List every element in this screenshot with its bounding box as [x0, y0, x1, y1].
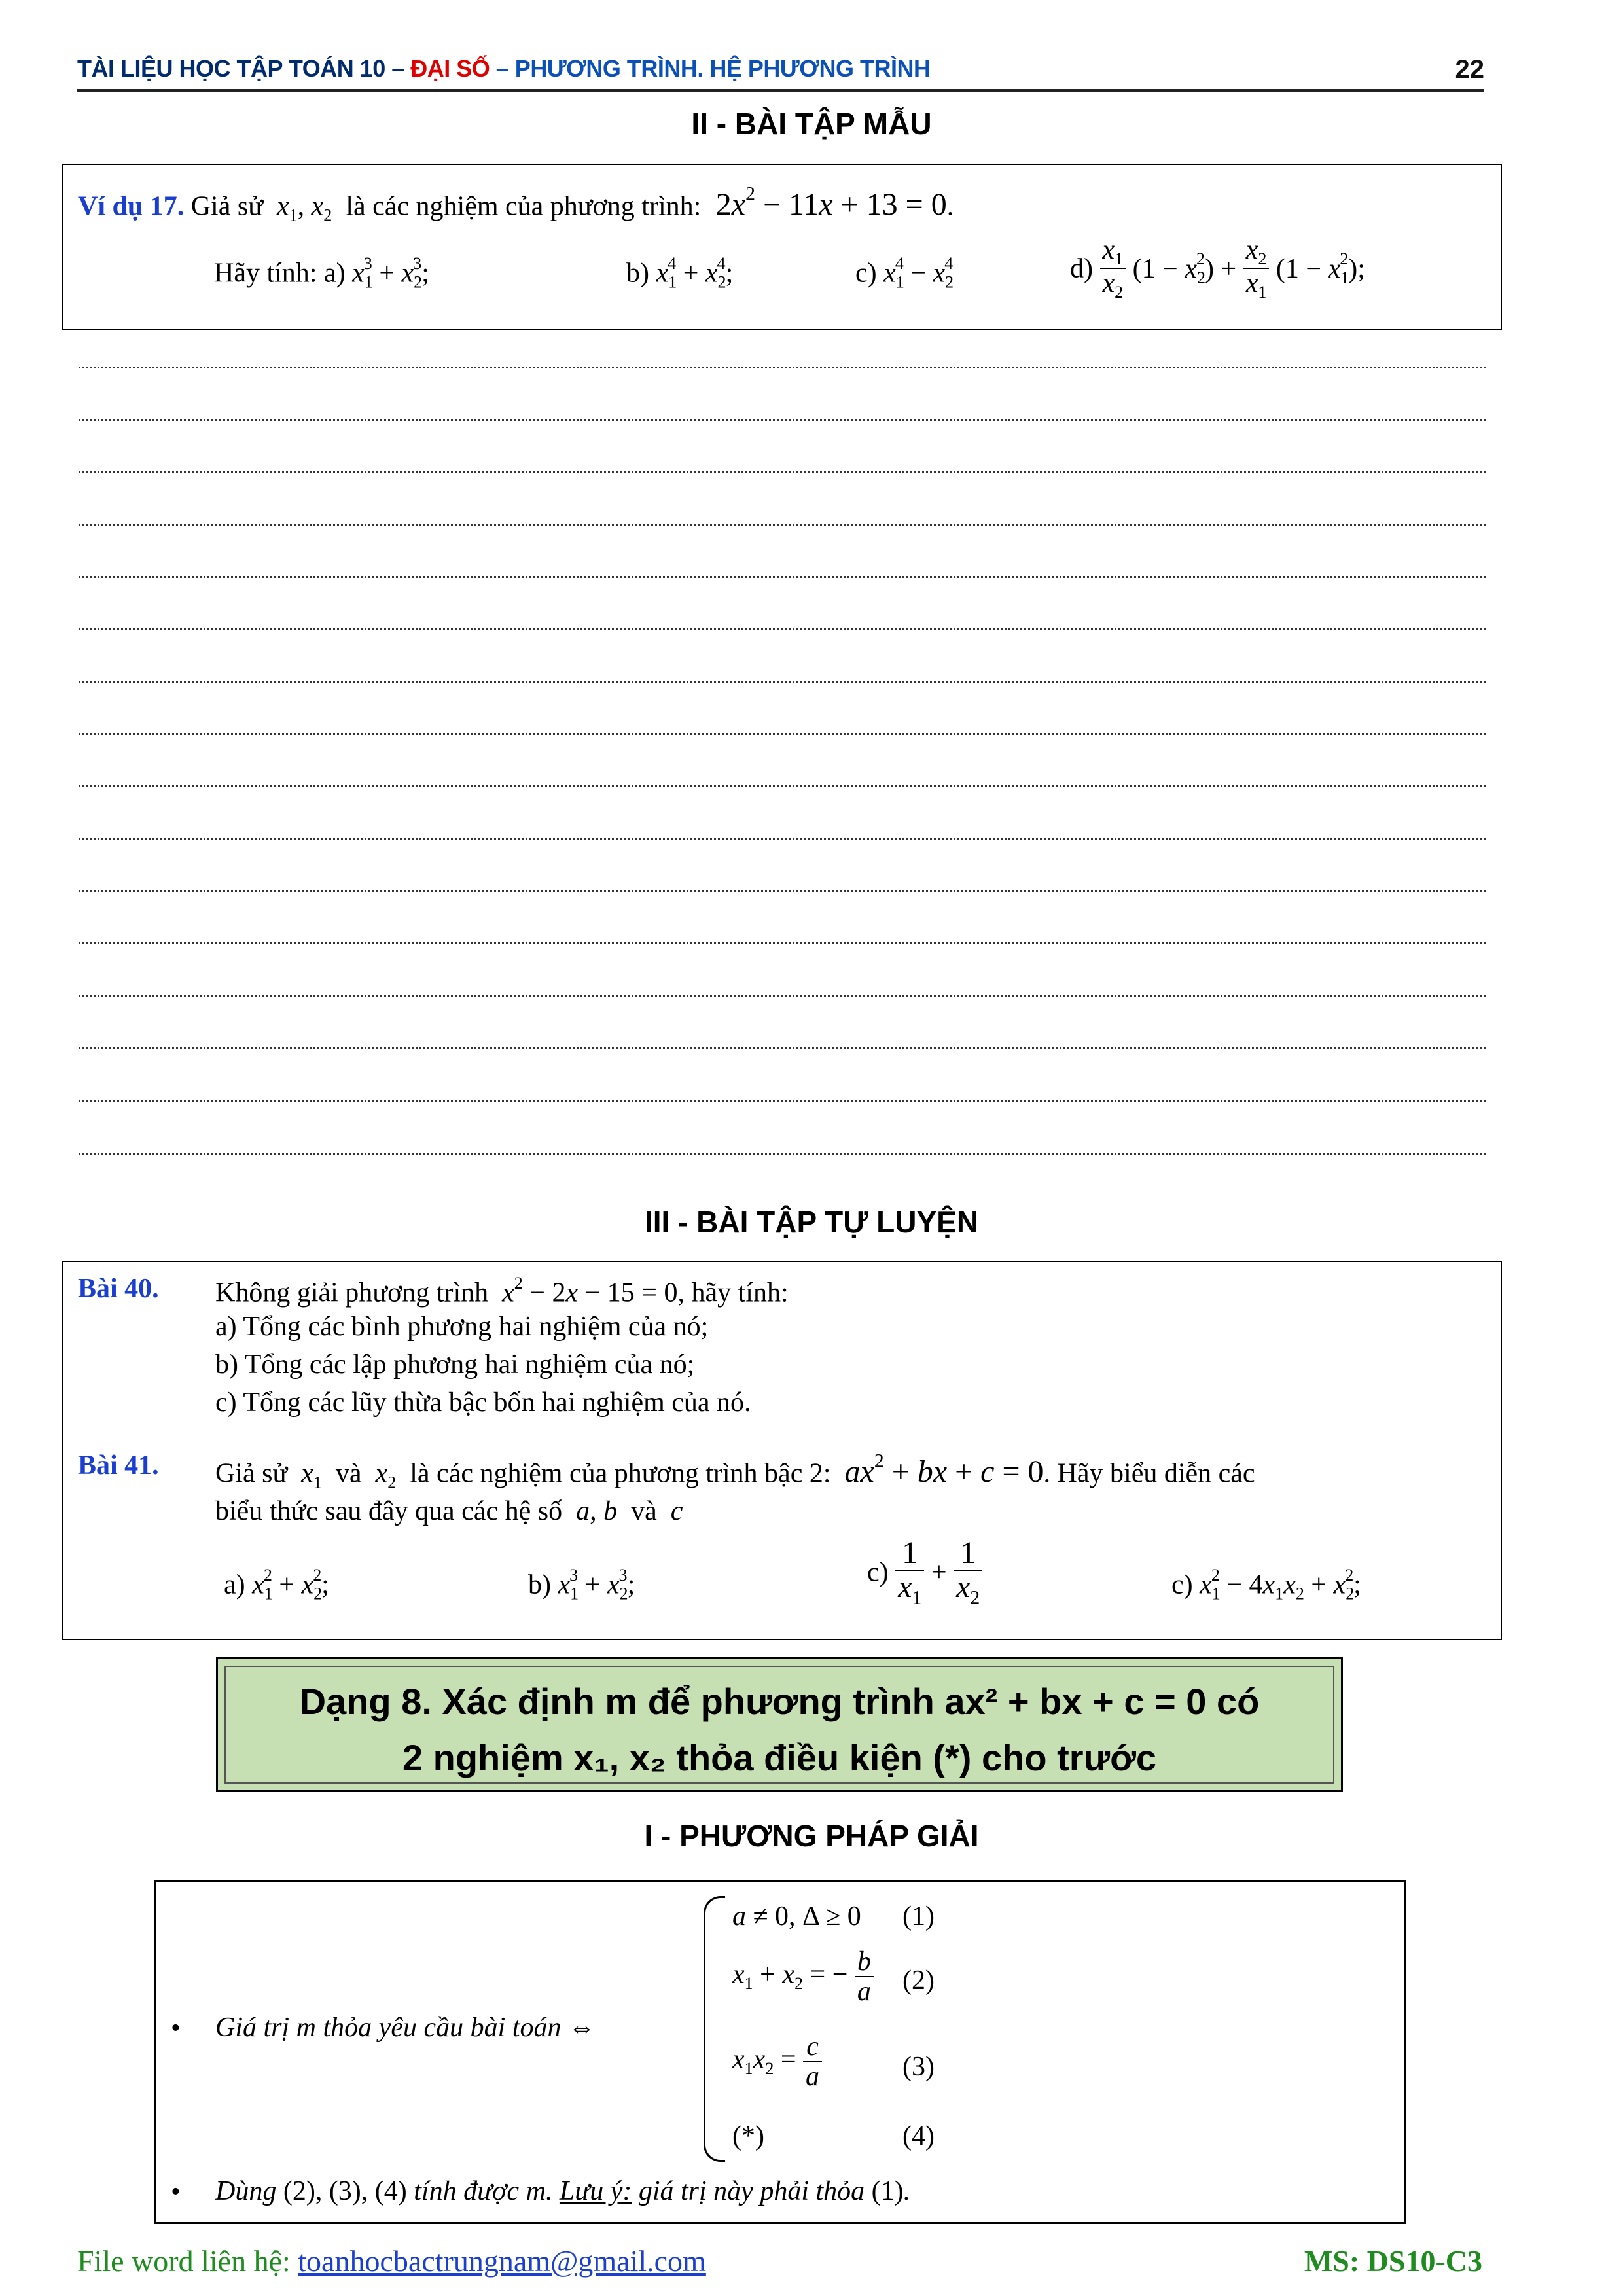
answer-line[interactable]	[79, 1153, 1486, 1155]
bai40-label: Bài 40.	[78, 1274, 159, 1304]
footer-code: MS: DS10-C3	[1304, 2244, 1482, 2278]
bullet-icon: •	[171, 2013, 181, 2043]
answer-line[interactable]	[79, 733, 1486, 735]
section-title-practice: III - BÀI TẬP TỰ LUYỆN	[644, 1205, 979, 1239]
footer-contact: File word liên hệ: toanhocbactrungnam@gmail.com	[77, 2244, 706, 2278]
method-note: Dùng (2), (3), (4) tính được m. Lưu ý: giá trị này phải thỏa (1).	[215, 2176, 911, 2206]
answer-line[interactable]	[79, 785, 1486, 787]
example-17-b: b) $x_1^4 + x_2^4$;	[626, 254, 734, 292]
answer-line[interactable]	[79, 524, 1486, 526]
example-17-ask: Hãy tính: a) $x_1^3 + x_2^3$;	[214, 254, 429, 292]
cond-2-tag: (2)	[902, 1965, 935, 1996]
answer-line[interactable]	[79, 1100, 1486, 1102]
answer-line[interactable]	[79, 681, 1486, 683]
cond-3-tag: (3)	[902, 2052, 935, 2082]
answer-line[interactable]	[79, 471, 1486, 473]
section-title-method: I - PHƯƠNG PHÁP GIẢI	[644, 1819, 979, 1853]
cond-4: (*)	[732, 2121, 764, 2151]
answer-line[interactable]	[79, 367, 1486, 368]
header-title: TÀI LIỆU HỌC TẬP TOÁN 10 – ĐẠI SỐ – PHƯƠNG TRÌNH. HỆ PHƯƠNG TRÌNH	[77, 55, 931, 82]
bai41-line1: Giả sử $x_1$ và $x_2$ là các nghiệm của phương trình bậc 2: $ax^2$ + bx + c = 0. Hãy biểu diễn các	[215, 1450, 1255, 1492]
bai40-intro: Không giải phương trình $x^2 - 2x - 15 = 0$, hãy tính:	[215, 1274, 789, 1308]
answer-line[interactable]	[79, 942, 1486, 944]
section-title-examples: II - BÀI TẬP MẪU	[691, 107, 932, 141]
bai40-item-c: c) Tổng các lũy thừa bậc bốn hai nghiệm của nó.	[215, 1388, 751, 1418]
bai41-label: Bài 41.	[78, 1450, 159, 1480]
answer-line[interactable]	[79, 576, 1486, 578]
example-17-d: d) $\frac{x_1}{x_2}$ $(1 - x_2^2)$ + $\frac{x_2}{x_1}$ $(1 - x_1^2)$;	[1070, 235, 1365, 302]
cond-2: $x_1 + x_2$ = − $\frac{b}{a}$	[732, 1947, 874, 2006]
method-condition-text: Giá trị m thỏa yêu cầu bài toán ⇔	[215, 2013, 596, 2043]
topic-banner	[216, 1657, 1343, 1792]
bai40-item-a: a) Tổng các bình phương hai nghiệm của nó;	[215, 1312, 709, 1342]
answer-line[interactable]	[79, 1047, 1486, 1049]
page-number: 22	[1455, 55, 1484, 84]
bai40-item-b: b) Tổng các lập phương hai nghiệm của nó;	[215, 1350, 695, 1380]
topic-line2: 2 nghiệm x₁, x₂ thỏa điều kiện (*) cho trước	[402, 1737, 1157, 1778]
answer-line[interactable]	[79, 995, 1486, 997]
bullet-icon: •	[171, 2177, 181, 2207]
answer-line[interactable]	[79, 628, 1486, 630]
answer-line[interactable]	[79, 838, 1486, 840]
bai41-line2: biểu thức sau đây qua các hệ số a, b và c	[215, 1496, 683, 1526]
email-link[interactable]: toanhocbactrungnam@gmail.com	[298, 2244, 706, 2278]
cond-1-tag: (1)	[902, 1901, 935, 1931]
topic-line1: Dạng 8. Xác định m để phương trình ax² + bx + c = 0 có	[299, 1681, 1260, 1722]
bai41-c: c) $\frac{1}{x_1}$ + $\frac{1}{x_2}$	[867, 1537, 982, 1608]
example-17-line1: Ví dụ 17. Giả sử $x_1$, $x_2$ là các nghiệm của phương trình: $2x^2 - 11x + 13 = 0$.	[78, 183, 954, 225]
cond-1: a ≠ 0, Δ ≥ 0	[732, 1901, 861, 1931]
answer-line[interactable]	[79, 890, 1486, 892]
example-17-box	[62, 164, 1502, 330]
answer-line[interactable]	[79, 419, 1486, 421]
example-label: Ví dụ 17.	[78, 191, 185, 222]
cond-4-tag: (4)	[902, 2121, 935, 2151]
cond-3: $x_1x_2$ = $\frac{c}{a}$	[732, 2032, 822, 2091]
bai41-d: c) $x_1^2 - 4x_1x_2 + x_2^2$;	[1171, 1566, 1361, 1604]
example-17-c: c) $x_1^4 - x_2^4$	[855, 254, 954, 292]
method-box	[154, 1880, 1406, 2224]
page-header	[77, 52, 1484, 92]
practice-box	[62, 1261, 1502, 1640]
bai41-a: a) $x_1^2 + x_2^2$;	[224, 1566, 329, 1604]
bai41-b: b) $x_1^3 + x_2^3$;	[528, 1566, 635, 1604]
brace-icon	[704, 1896, 725, 2162]
